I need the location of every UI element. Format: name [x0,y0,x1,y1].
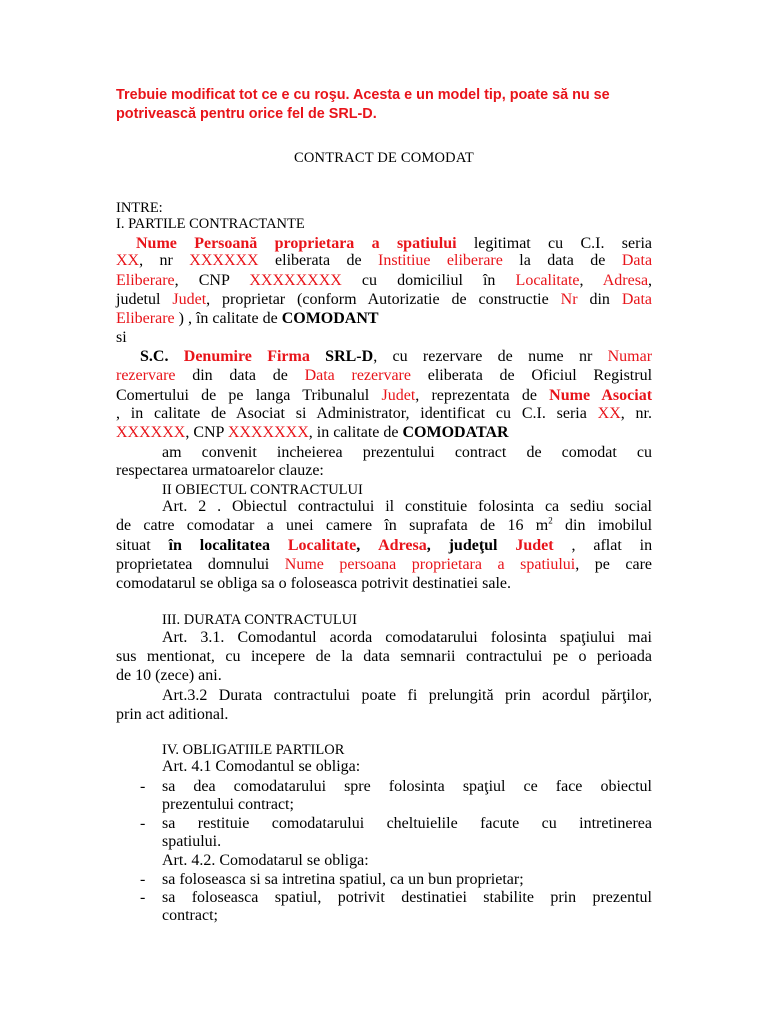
agreement-line-2: respectarea urmatoarelor clauze: [116,462,324,479]
party2-line-5: XXXXXX, CNP XXXXXXX, in calitate de COMODATAR [116,424,509,441]
section-heading-object: II OBIECTUL CONTRACTULUI [162,482,363,498]
art2-line-3: situat în localitatea Localitate, Adresa, judeţul Judet , aflat in [116,537,653,554]
party2-line-2: rezervare din data de Data rezervare eliberata de Oficiul Registrul [116,367,653,384]
section-heading-duration: III. DURATA CONTRACTULUI [162,612,357,628]
agreement-line-1: am convenit incheierea prezentului contract de comodat cu [162,444,652,461]
art32-line-1: Art.3.2 Durata contractului poate fi prelungită prin acordul părţilor, [162,687,652,704]
party2-line-3: Comertului de pe langa Tribunalul Judet, reprezentata de Nume Asociat [116,387,653,404]
si-conjunction: si [116,329,127,346]
obligation-1-line-2: prezentului contract; [162,796,294,813]
bullet-dash: - [140,815,146,832]
bullet-dash: - [140,871,146,888]
section-heading-parties: I. PARTILE CONTRACTANTE [116,216,305,232]
art32-line-2: prin act aditional. [116,706,229,723]
bullet-dash: - [140,778,146,795]
party2-line-1: S.C. Denumire Firma SRL-D, cu rezervare de nume nr Numar [140,348,653,365]
obligation-1-line-1: sa dea comodatarului spre folosinta spaţiul ce face obiectul [162,778,652,795]
art2-line-2: de catre comodatar a unei camere în suprafata de 16 $m^2$ din imobilul [116,515,653,534]
section-heading-obligations: IV. OBLIGATIILE PARTILOR [162,742,345,758]
art31-line-3: de 10 (zece) ani. [116,667,222,684]
art41-heading: Art. 4.1 Comodantul se obliga: [162,758,361,775]
art2-line-1: Art. 2 . Obiectul contractului il constituie folosinta ca sediu social [162,498,652,515]
obligation-2-line-1: sa restituie comodatarului cheltuielile facute cu intretinerea [162,815,652,832]
art2-line-5: comodatarul se obliga sa o foloseasca potrivit destinatiei sale. [116,575,511,592]
art31-line-1: Art. 3.1. Comodantul acorda comodatarului folosinta spaţiului mai [162,629,652,646]
red-instruction-note: Trebuie modificat tot ce e cu roşu. Acesta e un model tip, poate să nu se potrivească pentru orice fel de SRL-D. [116,87,610,122]
intre-label: INTRE: [116,200,163,216]
obligation-4-line-2: contract; [162,907,218,924]
obligation-3: sa foloseasca si sa intretina spatiul, ca un bun proprietar; [162,871,524,888]
art2-line-4: proprietatea domnului Nume persoana proprietara a spatiului, pe care [116,556,653,573]
obligation-2-line-2: spatiului. [162,833,222,850]
party1-line-4: judetul Judet, proprietar (conform Autorizatie de constructie Nr din Data [116,291,653,308]
art31-line-2: sus mentionat, cu incepere de la data semnarii contractului pe o perioada [116,648,652,665]
bullet-dash: - [140,889,146,906]
party1-line-5: Eliberare ) , în calitate de COMODANT [116,310,379,327]
contract-title: CONTRACT DE COMODAT [294,150,474,166]
obligation-4-line-1: sa foloseasca spatiul, potrivit destinatiei stabilite prin prezentul [162,889,652,906]
party1-line-2: XX, nr XXXXXX eliberata de Institiue eliberare la data de Data [116,252,653,269]
party2-line-4: , in calitate de Asociat si Administrator, identificat cu C.I. seria XX, nr. [116,405,652,422]
art42-heading: Art. 4.2. Comodatarul se obliga: [162,852,369,869]
party1-line-1: Nume Persoană proprietara a spatiului legitimat cu C.I. seria [136,235,652,252]
party1-line-3: Eliberare, CNP XXXXXXXX cu domiciliul în Localitate, Adresa, [116,272,653,289]
